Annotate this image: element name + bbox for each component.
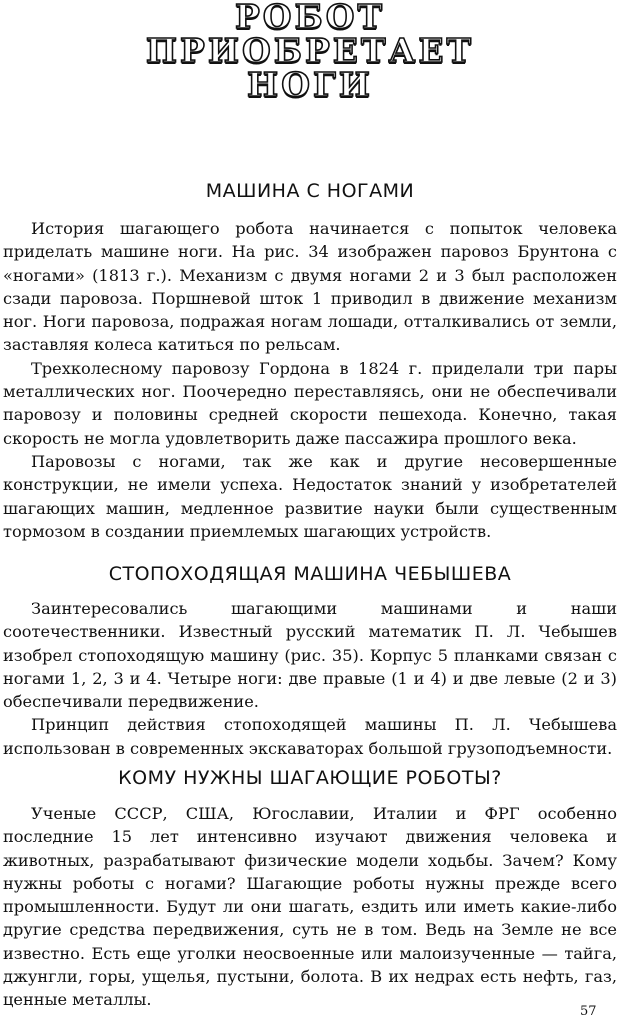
paragraph: Паровозы с ногами, так же как и другие несовершенные конструкции, не имели успеха. Недостаток знаний у изобретателей шагающих машин, медленное развитие науки были существенным тормозом в создании приемлемых шагающих устройств.: [3, 451, 617, 541]
paragraph: Ученые СССР, США, Югославии, Италии и ФРГ особенно последние 15 лет интенсивно изучают движения человека и животных, разрабатывают физические модели ходьбы. Зачем? Кому нужны роботы с ногами? Шагающие роботы нужны прежде всего промышленности. Будут ли они шагать, ездить или иметь какие-либо другие средства передвижения, суть не в том. Ведь на Земле не все известно. Есть еще уголки неосвоенные или малоизученные — тайга, джунгли, горы, ущелья, пустыни, болота. В их недрах есть нефть, газ, ценные металлы.: [3, 804, 617, 1010]
paragraph: Трехколесному паровозу Гордона в 1824 г. приделали три пары металлических ног. Поочередно переставляясь, они не обеспечивали паровозу и половины средней скорости пешехода. Конечно, такая скорость не могла удовлетворить даже пассажира прошлого века.: [3, 358, 617, 448]
paragraph: История шагающего робота начинается с попыток человека приделать машине ноги. На рис. 34 изображен паровоз Брунтона с «ногами» (1813 г.). Механизм с двумя ногами 2 и 3 был расположен сзади паровоза. Поршневой шток 1 приводил в движение механизм ног. Ноги паровоза, подражая ногам лошади, отталкивались от земли, заставляя колеса катиться по рельсам.: [3, 219, 617, 355]
section-body: [3, 597, 617, 760]
section-heading: МАШИНА С НОГАМИ: [205, 180, 415, 202]
page-number: 57: [580, 1004, 597, 1019]
paragraph: Принцип действия стопоходящей машины П. Л. Чебышева использован в современных экскаваторах большой грузоподъемности.: [3, 715, 617, 758]
chapter-title: [0, 0, 620, 102]
chapter-title-line: ПРИОБРЕТАЕТ: [145, 31, 475, 70]
section-heading: КОМУ НУЖНЫ ШАГАЮЩИЕ РОБОТЫ?: [118, 767, 502, 789]
chapter-title-line: НОГИ: [247, 65, 373, 104]
section-body: [3, 802, 617, 1012]
chapter-title-line: РОБОТ: [234, 0, 386, 36]
section-heading: СТОПОХОДЯЩАЯ МАШИНА ЧЕБЫШЕВА: [108, 563, 512, 585]
paragraph: Заинтересовались шагающими машинами и наши соотечественники. Известный русский математик П. Л. Чебышев изобрел стопоходящую машину (рис. 35). Корпус 5 планками связан с ногами 1, 2, 3 и 4. Четыре ноги: две правые (1 и 4) и две левые (2 и 3) обеспечивали передвижение.: [3, 599, 617, 712]
section-body: [3, 217, 617, 543]
